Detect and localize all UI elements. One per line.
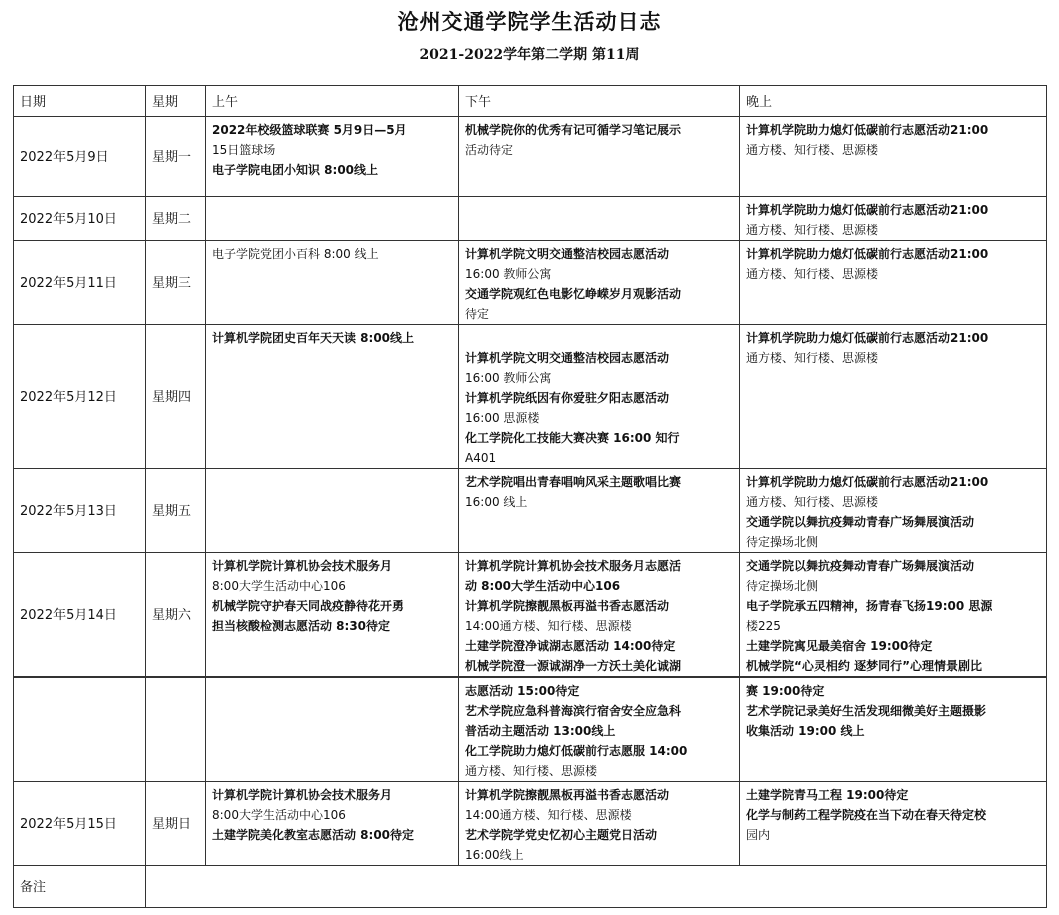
date-cell: 2022年5月15日 xyxy=(14,782,146,866)
weekday-cell: 星期一 xyxy=(146,117,206,197)
activity-line: 14:00通方楼、知行楼、思源楼 xyxy=(465,808,632,822)
activity-line: 机械学院“心灵相约 逐梦同行”心理情景剧比 xyxy=(746,659,982,673)
activity-line: 计算机学院文明交通整洁校园志愿活动 xyxy=(465,247,670,261)
activity-line: 16:00线上 xyxy=(465,848,524,862)
remarks-label: 备注 xyxy=(14,866,146,908)
continued-row xyxy=(14,678,1047,782)
activity-line: 通方楼、知行楼、思源楼 xyxy=(465,764,598,778)
activity-line: 土建学院寓见最美宿舍 19:00待定 xyxy=(746,639,933,653)
activity-line: 普活动主题活动 13:00线上 xyxy=(465,724,616,738)
activity-line: 通方楼、知行楼、思源楼 xyxy=(746,495,879,509)
activity-line: 楼225 xyxy=(746,619,781,633)
afternoon-cell xyxy=(459,678,740,782)
activity-line: 计算机学院纸因有你爱驻夕阳志愿活动 xyxy=(465,391,670,405)
activity-line: 担当核酸检测志愿活动 8:30待定 xyxy=(212,619,391,633)
date-cell: 2022年5月12日 xyxy=(14,325,146,469)
evening-cell xyxy=(740,325,1047,469)
activity-line: 交通学院以舞抗疫舞动青春广场舞展演活动 xyxy=(746,559,975,573)
day-row xyxy=(14,553,1047,677)
evening-cell xyxy=(740,197,1047,241)
afternoon-cell xyxy=(459,782,740,866)
activity-line: 8:00大学生活动中心106 xyxy=(212,579,346,593)
activity-line: 待定操场北侧 xyxy=(746,535,819,549)
activity-line: 计算机学院助力熄灯低碳前行志愿活动21:00 xyxy=(746,247,989,261)
activity-line: 艺术学院学党史忆初心主题党日活动 xyxy=(465,828,658,842)
date-cell: 2022年5月14日 xyxy=(14,553,146,677)
weekday-cell: 星期五 xyxy=(146,469,206,553)
activity-log-table-continued xyxy=(13,677,1047,908)
weekday-cell: 星期二 xyxy=(146,197,206,241)
page-subtitle: 2021-2022学年第二学期 第11周 xyxy=(419,47,640,63)
weekday-cell: 星期日 xyxy=(146,782,206,866)
activity-line: 化工学院助力熄灯低碳前行志愿服 14:00 xyxy=(465,744,688,758)
evening-cell xyxy=(740,782,1047,866)
evening-cell xyxy=(740,678,1047,782)
weekday-cell: 星期三 xyxy=(146,241,206,325)
weekday-cell: 星期四 xyxy=(146,325,206,469)
date-cell: 2022年5月11日 xyxy=(14,241,146,325)
evening-cell xyxy=(740,469,1047,553)
activity-line: 通方楼、知行楼、思源楼 xyxy=(746,267,879,281)
activity-line: 土建学院澄净诚湖志愿活动 14:00待定 xyxy=(465,639,676,653)
activity-line: 计算机学院擦靓黑板再溢书香志愿活动 xyxy=(465,788,670,802)
morning-cell xyxy=(206,197,459,241)
activity-line: 16:00 教师公寓 xyxy=(465,371,552,385)
morning-cell xyxy=(206,678,459,782)
remarks-row xyxy=(14,866,1047,908)
evening-cell xyxy=(740,117,1047,197)
evening-cell xyxy=(740,241,1047,325)
activity-line: 计算机学院助力熄灯低碳前行志愿活动21:00 xyxy=(746,475,989,489)
morning-cell xyxy=(206,241,459,325)
activity-line: 计算机学院助力熄灯低碳前行志愿活动21:00 xyxy=(746,123,989,137)
evening-cell xyxy=(740,553,1047,677)
header-date: 日期 xyxy=(14,86,146,117)
activity-line xyxy=(465,328,733,348)
activity-line: 14:00通方楼、知行楼、思源楼 xyxy=(465,619,632,633)
header-evening: 晚上 xyxy=(740,86,1047,117)
activity-line: 16:00 思源楼 xyxy=(465,411,540,425)
activity-line: 收集活动 19:00 线上 xyxy=(746,724,865,738)
activity-line: 交通学院以舞抗疫舞动青春广场舞展演活动 xyxy=(746,515,975,529)
activity-line: 机械学院守护春天同战疫静待花开勇 xyxy=(212,599,405,613)
activity-line: 化学与制药工程学院疫在当下动在春天待定校 xyxy=(746,808,987,822)
day-row xyxy=(14,197,1047,241)
activity-line: 交通学院观红色电影忆峥嵘岁月观影活动 xyxy=(465,287,682,301)
afternoon-cell xyxy=(459,197,740,241)
date-cell xyxy=(14,678,146,782)
weekday-cell xyxy=(146,678,206,782)
activity-line: 待定 xyxy=(465,307,490,321)
morning-cell xyxy=(206,117,459,197)
activity-line: 通方楼、知行楼、思源楼 xyxy=(746,223,879,237)
header-morning: 上午 xyxy=(206,86,459,117)
activity-line: 16:00 教师公寓 xyxy=(465,267,552,281)
activity-line: 计算机学院文明交通整洁校园志愿活动 xyxy=(465,351,670,365)
afternoon-cell xyxy=(459,117,740,197)
activity-line: 动 8:00大学生活动中心106 xyxy=(465,579,621,593)
activity-line: 活动待定 xyxy=(465,143,514,157)
activity-line: 艺术学院记录美好生活发现细微美好主题摄影 xyxy=(746,704,987,718)
day-row xyxy=(14,241,1047,325)
header-row xyxy=(14,86,1047,117)
activity-line: 计算机学院计算机协会技术服务月 xyxy=(212,788,393,802)
activity-line: 机械学院澄一源诚湖净一方沃土美化诚湖 xyxy=(465,659,682,673)
activity-line: A401 xyxy=(465,451,497,465)
header-weekday: 星期 xyxy=(146,86,206,117)
activity-line: 化工学院化工技能大赛决赛 16:00 知行 xyxy=(465,431,680,445)
date-cell: 2022年5月9日 xyxy=(14,117,146,197)
activity-line: 机械学院你的优秀有记可循学习笔记展示 xyxy=(465,123,682,137)
morning-cell xyxy=(206,782,459,866)
activity-line: 计算机学院计算机协会技术服务月 xyxy=(212,559,393,573)
page-title: 沧州交通学院学生活动日志 xyxy=(397,9,662,34)
activity-log-table xyxy=(13,85,1047,677)
activity-line: 赛 19:00待定 xyxy=(746,684,825,698)
remarks-cell xyxy=(146,866,1047,908)
activity-line: 15日篮球场 xyxy=(212,143,276,157)
date-cell: 2022年5月13日 xyxy=(14,469,146,553)
weekday-cell: 星期六 xyxy=(146,553,206,677)
activity-line: 计算机学院团史百年天天读 8:00线上 xyxy=(212,331,415,345)
date-cell: 2022年5月10日 xyxy=(14,197,146,241)
day-row xyxy=(14,117,1047,197)
activity-line: 园内 xyxy=(746,828,771,842)
activity-line: 通方楼、知行楼、思源楼 xyxy=(746,351,879,365)
activity-line: 电子学院党团小百科 8:00 线上 xyxy=(212,247,379,261)
activity-line: 8:00大学生活动中心106 xyxy=(212,808,346,822)
day-row xyxy=(14,325,1047,469)
activity-line: 志愿活动 15:00待定 xyxy=(465,684,580,698)
activity-line: 土建学院美化教室志愿活动 8:00待定 xyxy=(212,828,415,842)
activity-line: 通方楼、知行楼、思源楼 xyxy=(746,143,879,157)
activity-line: 计算机学院计算机协会技术服务月志愿活 xyxy=(465,559,682,573)
afternoon-cell xyxy=(459,325,740,469)
activity-line: 计算机学院助力熄灯低碳前行志愿活动21:00 xyxy=(746,331,989,345)
afternoon-cell xyxy=(459,469,740,553)
header-afternoon: 下午 xyxy=(459,86,740,117)
afternoon-cell xyxy=(459,553,740,677)
activity-line: 土建学院青马工程 19:00待定 xyxy=(746,788,909,802)
activity-line: 电子学院承五四精神，扬青春飞扬19:00 思源 xyxy=(746,599,993,613)
morning-cell xyxy=(206,469,459,553)
day-row xyxy=(14,469,1047,553)
activity-line: 计算机学院助力熄灯低碳前行志愿活动21:00 xyxy=(746,203,989,217)
activity-line: 计算机学院擦靓黑板再溢书香志愿活动 xyxy=(465,599,670,613)
activity-line: 艺术学院应急科普海滨行宿舍安全应急科 xyxy=(465,704,682,718)
activity-line: 16:00 线上 xyxy=(465,495,528,509)
activity-line: 电子学院电团小知识 8:00线上 xyxy=(212,163,379,177)
activity-line: 待定操场北侧 xyxy=(746,579,819,593)
day-row xyxy=(14,782,1047,866)
activity-line: 艺术学院唱出青春唱响风采主题歌唱比赛 xyxy=(465,475,682,489)
morning-cell xyxy=(206,553,459,677)
afternoon-cell xyxy=(459,241,740,325)
morning-cell xyxy=(206,325,459,469)
activity-line: 2022年校级篮球联赛 5月9日—5月 xyxy=(212,123,407,137)
